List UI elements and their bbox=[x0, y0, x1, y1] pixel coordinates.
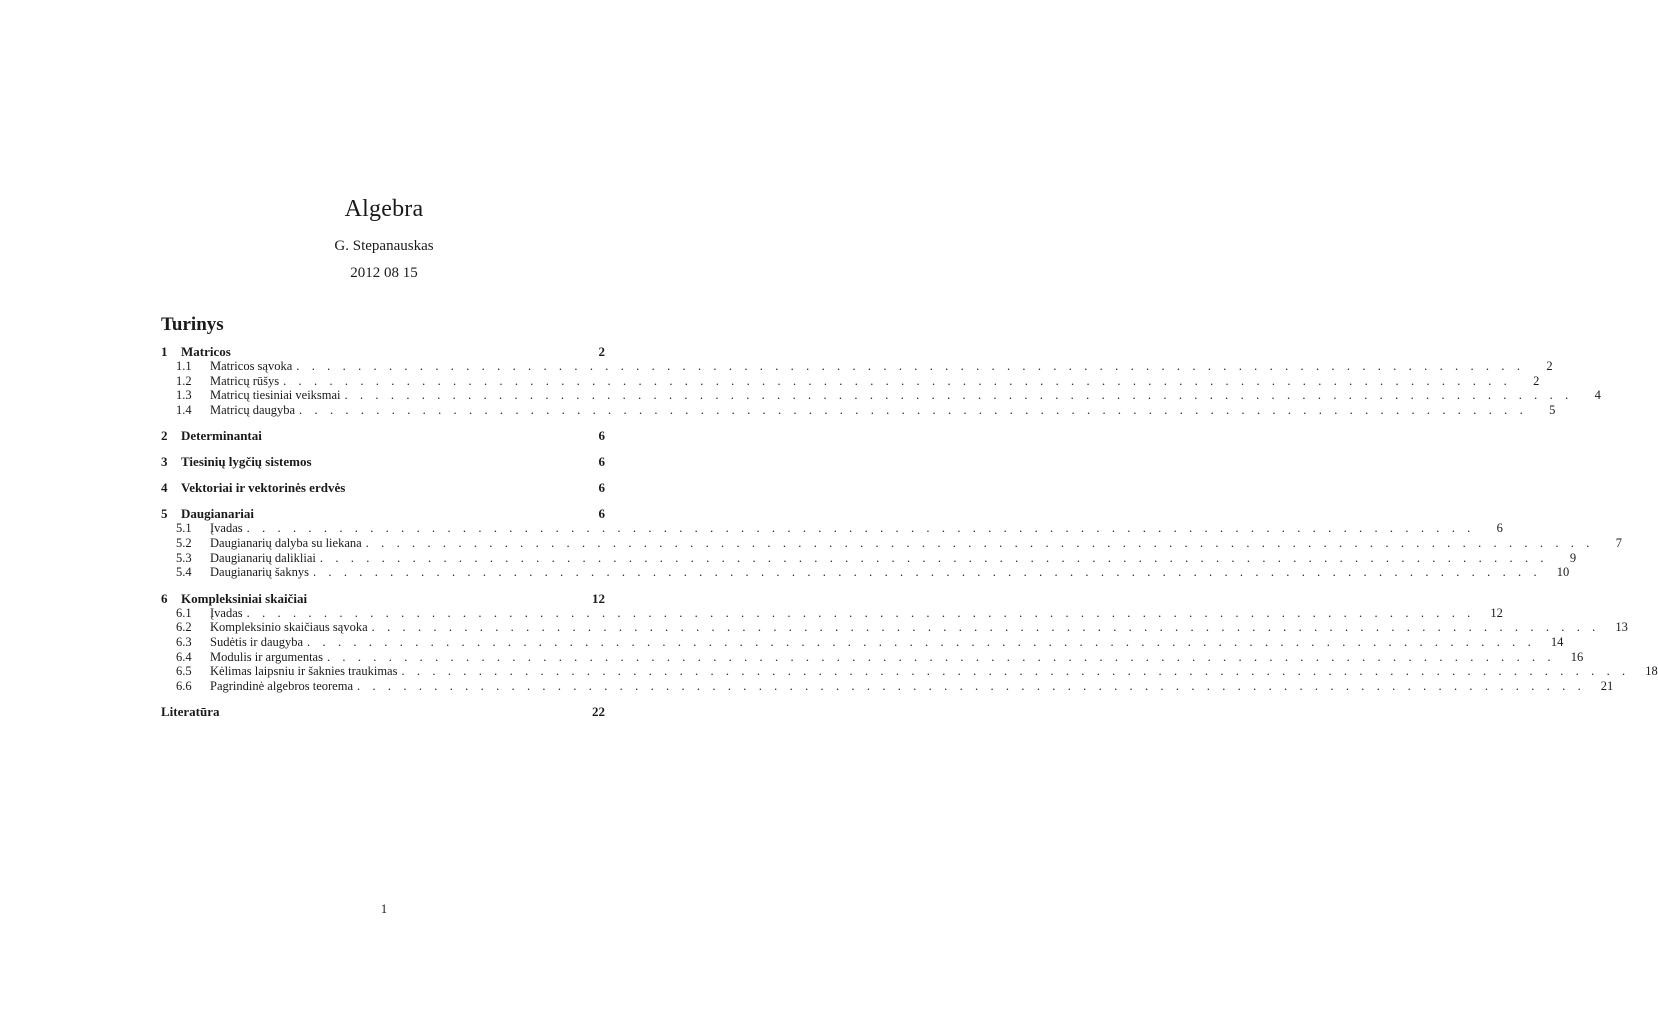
toc-dot-leader: . . . . . . . . . . . . . . . . . . . . . . . . . . . . . . . . . . . . . . . . . . . . . . . . . . . . . . . . . . . . . . . . . . . . . . . . . . . . . . . . bbox=[357, 678, 1586, 693]
toc-subsection-page: 7 bbox=[1615, 536, 1622, 550]
toc-section-title: Literatūra bbox=[161, 704, 220, 720]
toc-subsection-entry[interactable] bbox=[161, 664, 1658, 680]
toc-subsection-entry[interactable] bbox=[161, 678, 1614, 695]
toc-subsection-page: 18 bbox=[1645, 664, 1658, 679]
toc-subsection-number: 6.3 bbox=[176, 635, 192, 649]
toc-subsection-page: 10 bbox=[1556, 565, 1570, 580]
toc-subsection-number: 6.6 bbox=[176, 678, 192, 693]
toc-dot-leader: . . . . . . . . . . . . . . . . . . . . . . . . . . . . . . . . . . . . . . . . . . . . . . . . . . . . . . . . . . . . . . . . . . . . . . . . . . . . . . . . bbox=[401, 664, 1630, 679]
toc-section-page: 6 bbox=[598, 480, 605, 496]
toc-subsection-entry[interactable] bbox=[161, 635, 1564, 651]
toc-subsection-page: 9 bbox=[1569, 550, 1577, 565]
toc-subsection-title: Įvadas bbox=[210, 605, 243, 620]
toc-subsection-entry[interactable] bbox=[161, 359, 1553, 375]
toc-subsection-title: Sudėtis ir daugyba bbox=[210, 635, 304, 649]
toc-subsection-title: Matricų rūšys bbox=[210, 373, 280, 388]
toc-subsection-number: 6.5 bbox=[176, 664, 192, 679]
toc-subsection-entry[interactable] bbox=[161, 649, 1584, 666]
toc-subsection-number: 5.1 bbox=[176, 521, 192, 536]
toc-subsection-page: 13 bbox=[1615, 620, 1628, 635]
toc-section-title: Matricos bbox=[181, 344, 231, 359]
toc-dot-leader: . . . . . . . . . . . . . . . . . . . . . . . . . . . . . . . . . . . . . . . . . . . . . . . . . . . . . . . . . . . . . . . . . . . . . . . . . . . . . . . . bbox=[312, 565, 1542, 580]
toc-section-title: Vektoriai ir vektorinės erdvės bbox=[181, 480, 346, 496]
toc-dot-leader: . . . . . . . . . . . . . . . . . . . . . . . . . . . . . . . . . . . . . . . . . . . . . . . . . . . . . . . . . . . . . . . . . . . . . . . . . . . . . . . . bbox=[371, 620, 1600, 635]
toc-section-number: 2 bbox=[161, 428, 168, 444]
toc-section-number: 3 bbox=[161, 454, 168, 470]
toc-subsection-entry[interactable] bbox=[161, 565, 1570, 581]
toc-subsection-title: Matricų tiesiniai veiksmai bbox=[210, 388, 341, 403]
toc-dot-leader: . . . . . . . . . . . . . . . . . . . . . . . . . . . . . . . . . . . . . . . . . . . . . . . . . . . . . . . . . . . . . . . . . . . . . . . . . . . . . . . . bbox=[319, 550, 1549, 565]
toc-section-entry[interactable] bbox=[161, 480, 605, 496]
toc-dot-leader: . . . . . . . . . . . . . . . . . . . . . . . . . . . . . . . . . . . . . . . . . . . . . . . . . . . . . . . . . . . . . . . . . . . . . . . . . . . . . . . . bbox=[307, 635, 1536, 649]
toc-subsection-title: Kėlimas laipsniu ir šaknies traukimas bbox=[210, 664, 398, 679]
toc-subsection-page: 4 bbox=[1594, 388, 1601, 403]
toc-section-number: 1 bbox=[161, 344, 168, 359]
toc-section-entry[interactable] bbox=[161, 428, 605, 444]
toc-subsection-number: 1.4 bbox=[176, 402, 192, 417]
document-title: Algebra bbox=[344, 196, 424, 222]
toc-subsection-page: 16 bbox=[1570, 649, 1584, 664]
toc-subsection-entry[interactable] bbox=[161, 521, 1503, 537]
toc-subsection-page: 12 bbox=[1490, 605, 1503, 620]
toc-subsection-entry[interactable] bbox=[161, 373, 1540, 390]
toc-subsection-number: 5.2 bbox=[176, 536, 192, 550]
toc-subsection-title: Įvadas bbox=[210, 521, 243, 536]
toc-subsection-page: 6 bbox=[1496, 521, 1503, 536]
toc-dot-leader: . . . . . . . . . . . . . . . . . . . . . . . . . . . . . . . . . . . . . . . . . . . . . . . . . . . . . . . . . . . . . . . . . . . . . . . . . . . . . . . . bbox=[365, 536, 1594, 550]
toc-subsection-page: 14 bbox=[1550, 635, 1564, 649]
document-date: 2012 08 15 bbox=[350, 265, 418, 281]
toc-subsection-page: 2 bbox=[1533, 373, 1540, 388]
toc-dot-leader: . . . . . . . . . . . . . . . . . . . . . . . . . . . . . . . . . . . . . . . . . . . . . . . . . . . . . . . . . . . . . . . . . . . . . . . . . . . . . . . . bbox=[296, 359, 1525, 373]
toc-section-entry[interactable] bbox=[161, 506, 605, 522]
toc-section-page: 6 bbox=[598, 506, 605, 522]
toc-subsection-page: 5 bbox=[1549, 402, 1556, 417]
toc-section-page: 6 bbox=[598, 428, 605, 444]
toc-subsection-title: Modulis ir argumentas bbox=[210, 649, 323, 664]
toc-subsection-title: Matricų daugyba bbox=[210, 402, 296, 417]
toc-subsection-number: 6.1 bbox=[176, 605, 192, 620]
toc-section-number: 5 bbox=[161, 506, 168, 522]
toc-subsection-page: 21 bbox=[1600, 678, 1614, 693]
toc-section-number: 4 bbox=[161, 480, 168, 496]
toc-section-entry[interactable] bbox=[161, 591, 605, 607]
toc-heading: Turinys bbox=[161, 314, 224, 335]
toc-subsection-title: Daugianarių šaknys bbox=[210, 565, 309, 580]
toc-section-page: 6 bbox=[598, 454, 605, 470]
toc-dot-leader: . . . . . . . . . . . . . . . . . . . . . . . . . . . . . . . . . . . . . . . . . . . . . . . . . . . . . . . . . . . . . . . . . . . . . . . . . . . . . . . . bbox=[246, 521, 1475, 536]
toc-dot-leader: . . . . . . . . . . . . . . . . . . . . . . . . . . . . . . . . . . . . . . . . . . . . . . . . . . . . . . . . . . . . . . . . . . . . . . . . . . . . . . . . bbox=[299, 402, 1528, 417]
toc-subsection-number: 6.2 bbox=[176, 620, 192, 635]
toc-section-entry[interactable] bbox=[161, 344, 605, 360]
toc-subsection-entry[interactable] bbox=[161, 620, 1628, 636]
toc-section-page: 2 bbox=[598, 344, 605, 359]
toc-subsection-title: Matricos sąvoka bbox=[210, 359, 293, 373]
toc-subsection-title: Daugianarių dalikliai bbox=[210, 550, 316, 565]
toc-dot-leader: . . . . . . . . . . . . . . . . . . . . . . . . . . . . . . . . . . . . . . . . . . . . . . . . . . . . . . . . . . . . . . . . . . . . . . . . . . . . . . . . bbox=[246, 605, 1475, 620]
toc-subsection-entry[interactable] bbox=[161, 402, 1556, 419]
toc-section-page: 12 bbox=[592, 590, 605, 606]
toc-subsection-entry[interactable] bbox=[161, 605, 1503, 622]
toc-subsection-entry[interactable] bbox=[161, 550, 1577, 567]
toc-subsection-number: 6.4 bbox=[176, 649, 192, 664]
toc-subsection-entry[interactable] bbox=[161, 536, 1622, 552]
toc-subsection-title: Kompleksinio skaičiaus sąvoka bbox=[210, 620, 368, 635]
toc-subsection-number: 1.3 bbox=[176, 388, 192, 403]
toc-section-number: 6 bbox=[161, 590, 168, 606]
toc-subsection-number: 1.2 bbox=[176, 373, 192, 388]
page-number: 1 bbox=[380, 902, 388, 916]
toc-subsection-title: Pagrindinė algebros teorema bbox=[210, 678, 354, 693]
toc-dot-leader: . . . . . . . . . . . . . . . . . . . . . . . . . . . . . . . . . . . . . . . . . . . . . . . . . . . . . . . . . . . . . . . . . . . . . . . . . . . . . . . . bbox=[326, 649, 1556, 664]
toc-subsection-number: 5.3 bbox=[176, 550, 192, 565]
toc-subsection-title: Daugianarių dalyba su liekana bbox=[210, 536, 362, 550]
toc-section-title: Kompleksiniai skaičiai bbox=[181, 590, 308, 606]
toc-subsection-entry[interactable] bbox=[161, 388, 1601, 404]
toc-section-title: Daugianariai bbox=[181, 506, 254, 522]
toc-dot-leader: . . . . . . . . . . . . . . . . . . . . . . . . . . . . . . . . . . . . . . . . . . . . . . . . . . . . . . . . . . . . . . . . . . . . . . . . . . . . . . . . bbox=[344, 388, 1573, 403]
toc-subsection-number: 1.1 bbox=[176, 359, 192, 373]
toc-section-entry[interactable] bbox=[161, 704, 605, 720]
toc-subsection-page: 2 bbox=[1546, 359, 1553, 373]
toc-section-page: 22 bbox=[592, 704, 605, 720]
toc-section-title: Determinantai bbox=[181, 428, 262, 444]
toc-section-title: Tiesinių lygčių sistemos bbox=[181, 454, 312, 470]
toc-subsection-number: 5.4 bbox=[176, 565, 192, 580]
toc-section-entry[interactable] bbox=[161, 454, 605, 470]
document-author: G. Stepanauskas bbox=[334, 238, 434, 254]
toc-dot-leader: . . . . . . . . . . . . . . . . . . . . . . . . . . . . . . . . . . . . . . . . . . . . . . . . . . . . . . . . . . . . . . . . . . . . . . . . . . . . . . . . bbox=[283, 373, 1512, 388]
